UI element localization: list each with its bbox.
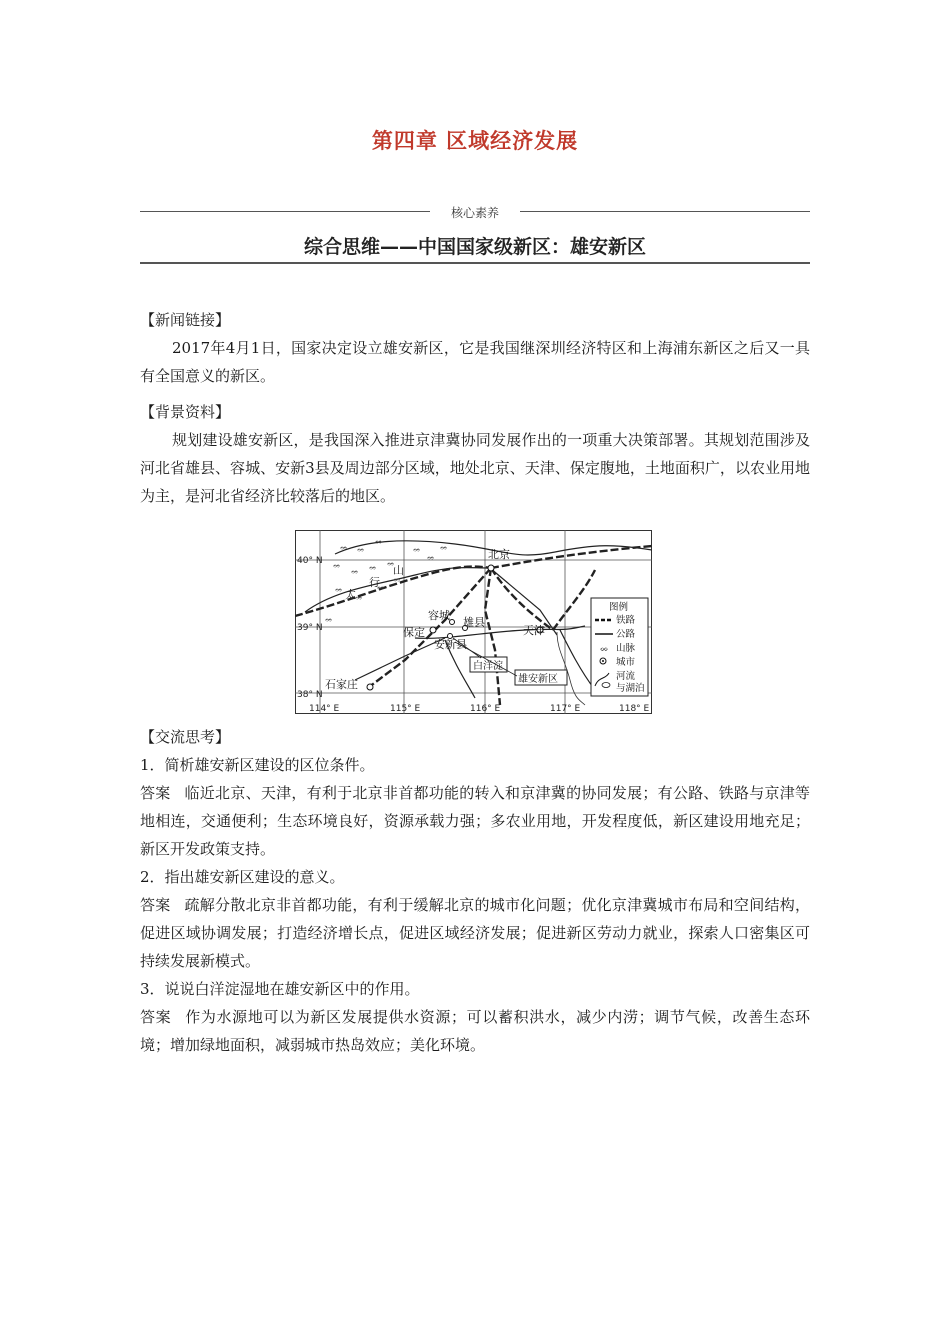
svg-text:ᨖ: ᨖ: [325, 616, 333, 624]
answer-1: [140, 779, 810, 863]
lon-label-116: 116° E: [470, 704, 501, 714]
svg-text:ᨖ: ᨖ: [440, 544, 448, 552]
svg-text:ᨖ: ᨖ: [340, 544, 348, 552]
svg-text:ᨖ: ᨖ: [600, 644, 609, 653]
divider-line-right: [520, 211, 810, 212]
tianjin-label: 天津: [523, 624, 545, 637]
discussion-section: [140, 723, 810, 1059]
anxin-label: 安新县: [434, 638, 467, 651]
svg-text:ᨖ: ᨖ: [333, 562, 341, 570]
legend-mountain: 山脉: [616, 643, 636, 654]
answer-3-text: 作为水源地可以为新区发展提供水资源；可以蓄积洪水，减少内涝；调节气候，改善生态环境；增加绿地面积，减弱城市热岛效应；美化环境。: [140, 1008, 810, 1054]
map-legend: [591, 598, 648, 696]
svg-text:ᨖ: ᨖ: [357, 546, 365, 554]
lat-label-39: 39° N: [297, 623, 323, 633]
mountain-label-hang: 行: [369, 576, 380, 589]
legend-highway: 公路: [616, 629, 636, 640]
answer-label: 答案: [140, 1008, 172, 1026]
lon-label-117: 117° E: [550, 704, 581, 714]
svg-text:ᨖ: ᨖ: [377, 584, 385, 592]
news-section: [140, 306, 810, 390]
baoding-city-marker: [430, 627, 436, 633]
xiongan-label: 雄安新区: [518, 674, 558, 685]
background-text: 规划建设雄安新区，是我国深入推进京津冀协同发展作出的一项重大决策部署。其规划范围涉及河北省雄县、容城、安新3县及周边部分区域，地处北京、天津、保定腹地，土地面积广，以农业用地为主，是河北省经济比较落后的地区。: [140, 431, 810, 505]
baoding-label: 保定: [403, 626, 425, 639]
answer-1-text: 临近北京、天津，有利于北京非首都功能的转入和京津冀的协同发展；有公路、铁路与京津等地相连，交通便利；生态环境良好，资源承载力强；多农业用地，开发程度低，新区建设用地充足；新区开发政策支持。: [140, 784, 810, 858]
lon-label-118: 118° E: [619, 704, 650, 714]
answer-2-text: 疏解分散北京非首都功能，有利于缓解北京的城市化问题；优化京津冀城市布局和空间结构，促进区域协调发展；打造经济增长点，促进区域经济发展；促进新区劳动力就业，探索人口密集区可持续发展新模式。: [140, 896, 810, 970]
rongcheng-label: 容城: [428, 609, 450, 622]
svg-text:ᨖ: ᨖ: [375, 538, 383, 546]
svg-text:ᨖ: ᨖ: [387, 560, 395, 568]
legend-city: 城市: [616, 657, 636, 668]
core-literacy-label: 核心素养: [450, 206, 499, 220]
core-literacy-divider: [140, 204, 810, 220]
legend-lake: 与湖泊: [616, 683, 645, 694]
xiongan-location-map: [295, 530, 652, 714]
answer-label: 答案: [140, 896, 171, 914]
legend-title: 图例: [609, 602, 629, 613]
xiongxian-label: 雄县: [463, 616, 485, 629]
svg-text:ᨖ: ᨖ: [355, 594, 363, 602]
mountain-label-tai: 太: [345, 588, 356, 601]
news-tag: 【新闻链接】: [140, 311, 231, 329]
background-tag: 【背景资料】: [140, 403, 231, 421]
answer-3: [140, 1003, 810, 1059]
news-text: 2017年4月1日，国家决定设立雄安新区，它是我国继深圳经济特区和上海浦东新区之后又一具有全国意义的新区。: [140, 339, 810, 385]
shijiazhuang-label: 石家庄: [325, 678, 358, 691]
svg-text:ᨖ: ᨖ: [335, 586, 343, 594]
beijing-label: 北京: [488, 548, 510, 561]
baiyangdian-label: 白洋淀: [473, 661, 503, 672]
answer-2: [140, 891, 810, 975]
discussion-tag: 【交流思考】: [140, 728, 231, 746]
question-1: 1．简析雄安新区建设的区位条件。: [140, 756, 375, 774]
section-title: 综合思维——中国国家级新区：雄安新区: [303, 236, 646, 258]
lon-label-114: 114° E: [309, 704, 340, 714]
legend-railway: 铁路: [616, 615, 636, 626]
lat-label-40: 40° N: [297, 556, 323, 566]
question-2: 2．指出雄安新区建设的意义。: [140, 868, 345, 886]
lon-label-115: 115° E: [390, 704, 421, 714]
shijiazhuang-city-marker: [367, 684, 373, 690]
legend-river: 河流: [616, 671, 636, 682]
svg-text:ᨖ: ᨖ: [369, 564, 377, 572]
answer-label: 答案: [140, 784, 171, 802]
question-3: 3．说说白洋淀湿地在雄安新区中的作用。: [140, 980, 420, 998]
beijing-city-marker: [488, 565, 494, 571]
lat-label-38: 38° N: [297, 690, 323, 700]
mountain-label-shan: 山: [393, 564, 404, 577]
svg-text:ᨖ: ᨖ: [427, 554, 435, 562]
svg-text:ᨖ: ᨖ: [393, 576, 401, 584]
background-section: [140, 398, 810, 510]
chapter-title: 第四章 区域经济发展: [371, 129, 579, 153]
svg-text:ᨖ: ᨖ: [351, 568, 359, 576]
section-rule: [140, 262, 810, 264]
svg-text:ᨖ: ᨖ: [413, 546, 421, 554]
rongcheng-city-marker: [450, 620, 455, 625]
